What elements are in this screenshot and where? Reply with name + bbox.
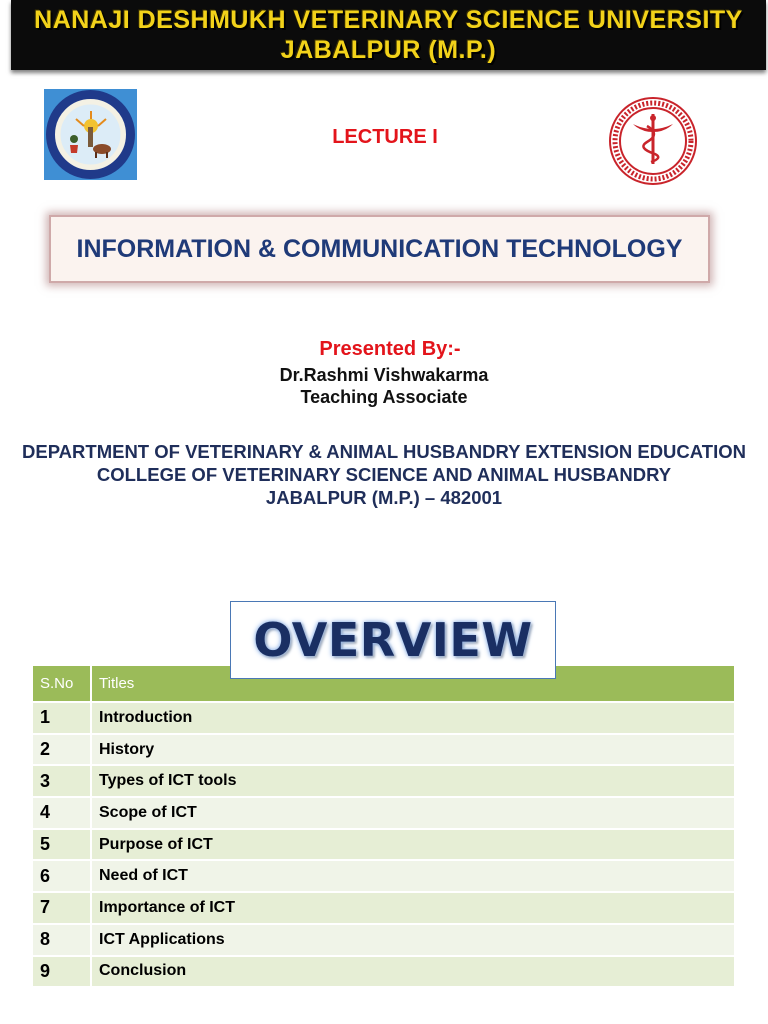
row-number: 3 xyxy=(33,765,91,797)
college-seal-icon xyxy=(607,96,699,186)
row-title: Importance of ICT xyxy=(91,892,735,924)
row-title: Types of ICT tools xyxy=(91,765,735,797)
row-title: Need of ICT xyxy=(91,860,735,892)
row-number: 4 xyxy=(33,797,91,829)
overview-heading: OVERVIEW xyxy=(253,613,533,667)
row-title: Scope of ICT xyxy=(91,797,735,829)
college-name: COLLEGE OF VETERINARY SCIENCE AND ANIMAL HUSBANDRY xyxy=(96,464,672,485)
university-seal-icon xyxy=(44,89,137,180)
row-title: Introduction xyxy=(91,702,735,734)
table-row xyxy=(33,924,735,956)
row-number: 5 xyxy=(33,829,91,861)
column-header-titles: Titles xyxy=(91,666,735,702)
university-name: NANAJI DESHMUKH VETERINARY SCIENCE UNIVERSITY xyxy=(34,6,743,34)
table-row xyxy=(33,765,735,797)
presenter-role: Teaching Associate xyxy=(300,387,468,407)
row-number: 8 xyxy=(33,924,91,956)
row-title: History xyxy=(91,734,735,766)
college-address: JABALPUR (M.P.) – 482001 xyxy=(265,487,503,508)
table-row xyxy=(33,734,735,766)
row-number: 6 xyxy=(33,860,91,892)
table-row xyxy=(33,892,735,924)
overview-table xyxy=(33,666,736,986)
header-banner xyxy=(11,0,766,70)
column-header-sno: S.No xyxy=(33,666,91,702)
row-title: Purpose of ICT xyxy=(91,829,735,861)
department-name: DEPARTMENT OF VETERINARY & ANIMAL HUSBANDRY EXTENSION EDUCATION xyxy=(22,441,746,462)
topic-title-box xyxy=(49,215,710,283)
topic-title: INFORMATION & COMMUNICATION TECHNOLOGY xyxy=(76,234,683,263)
presenter-name: Dr.Rashmi Vishwakarma xyxy=(279,365,489,385)
table-row xyxy=(33,956,735,987)
table-row xyxy=(33,702,735,734)
presented-by-label: Presented By:- xyxy=(319,338,461,360)
row-number: 7 xyxy=(33,892,91,924)
row-title: ICT Applications xyxy=(91,924,735,956)
university-city: JABALPUR (M.P.) xyxy=(280,36,497,64)
row-number: 1 xyxy=(33,702,91,734)
row-number: 9 xyxy=(33,956,91,987)
table-row xyxy=(33,797,735,829)
table-row xyxy=(33,860,735,892)
overview-heading-box xyxy=(230,601,556,679)
table-row xyxy=(33,829,735,861)
row-number: 2 xyxy=(33,734,91,766)
lecture-number: LECTURE I xyxy=(332,126,438,148)
row-title: Conclusion xyxy=(91,956,735,987)
